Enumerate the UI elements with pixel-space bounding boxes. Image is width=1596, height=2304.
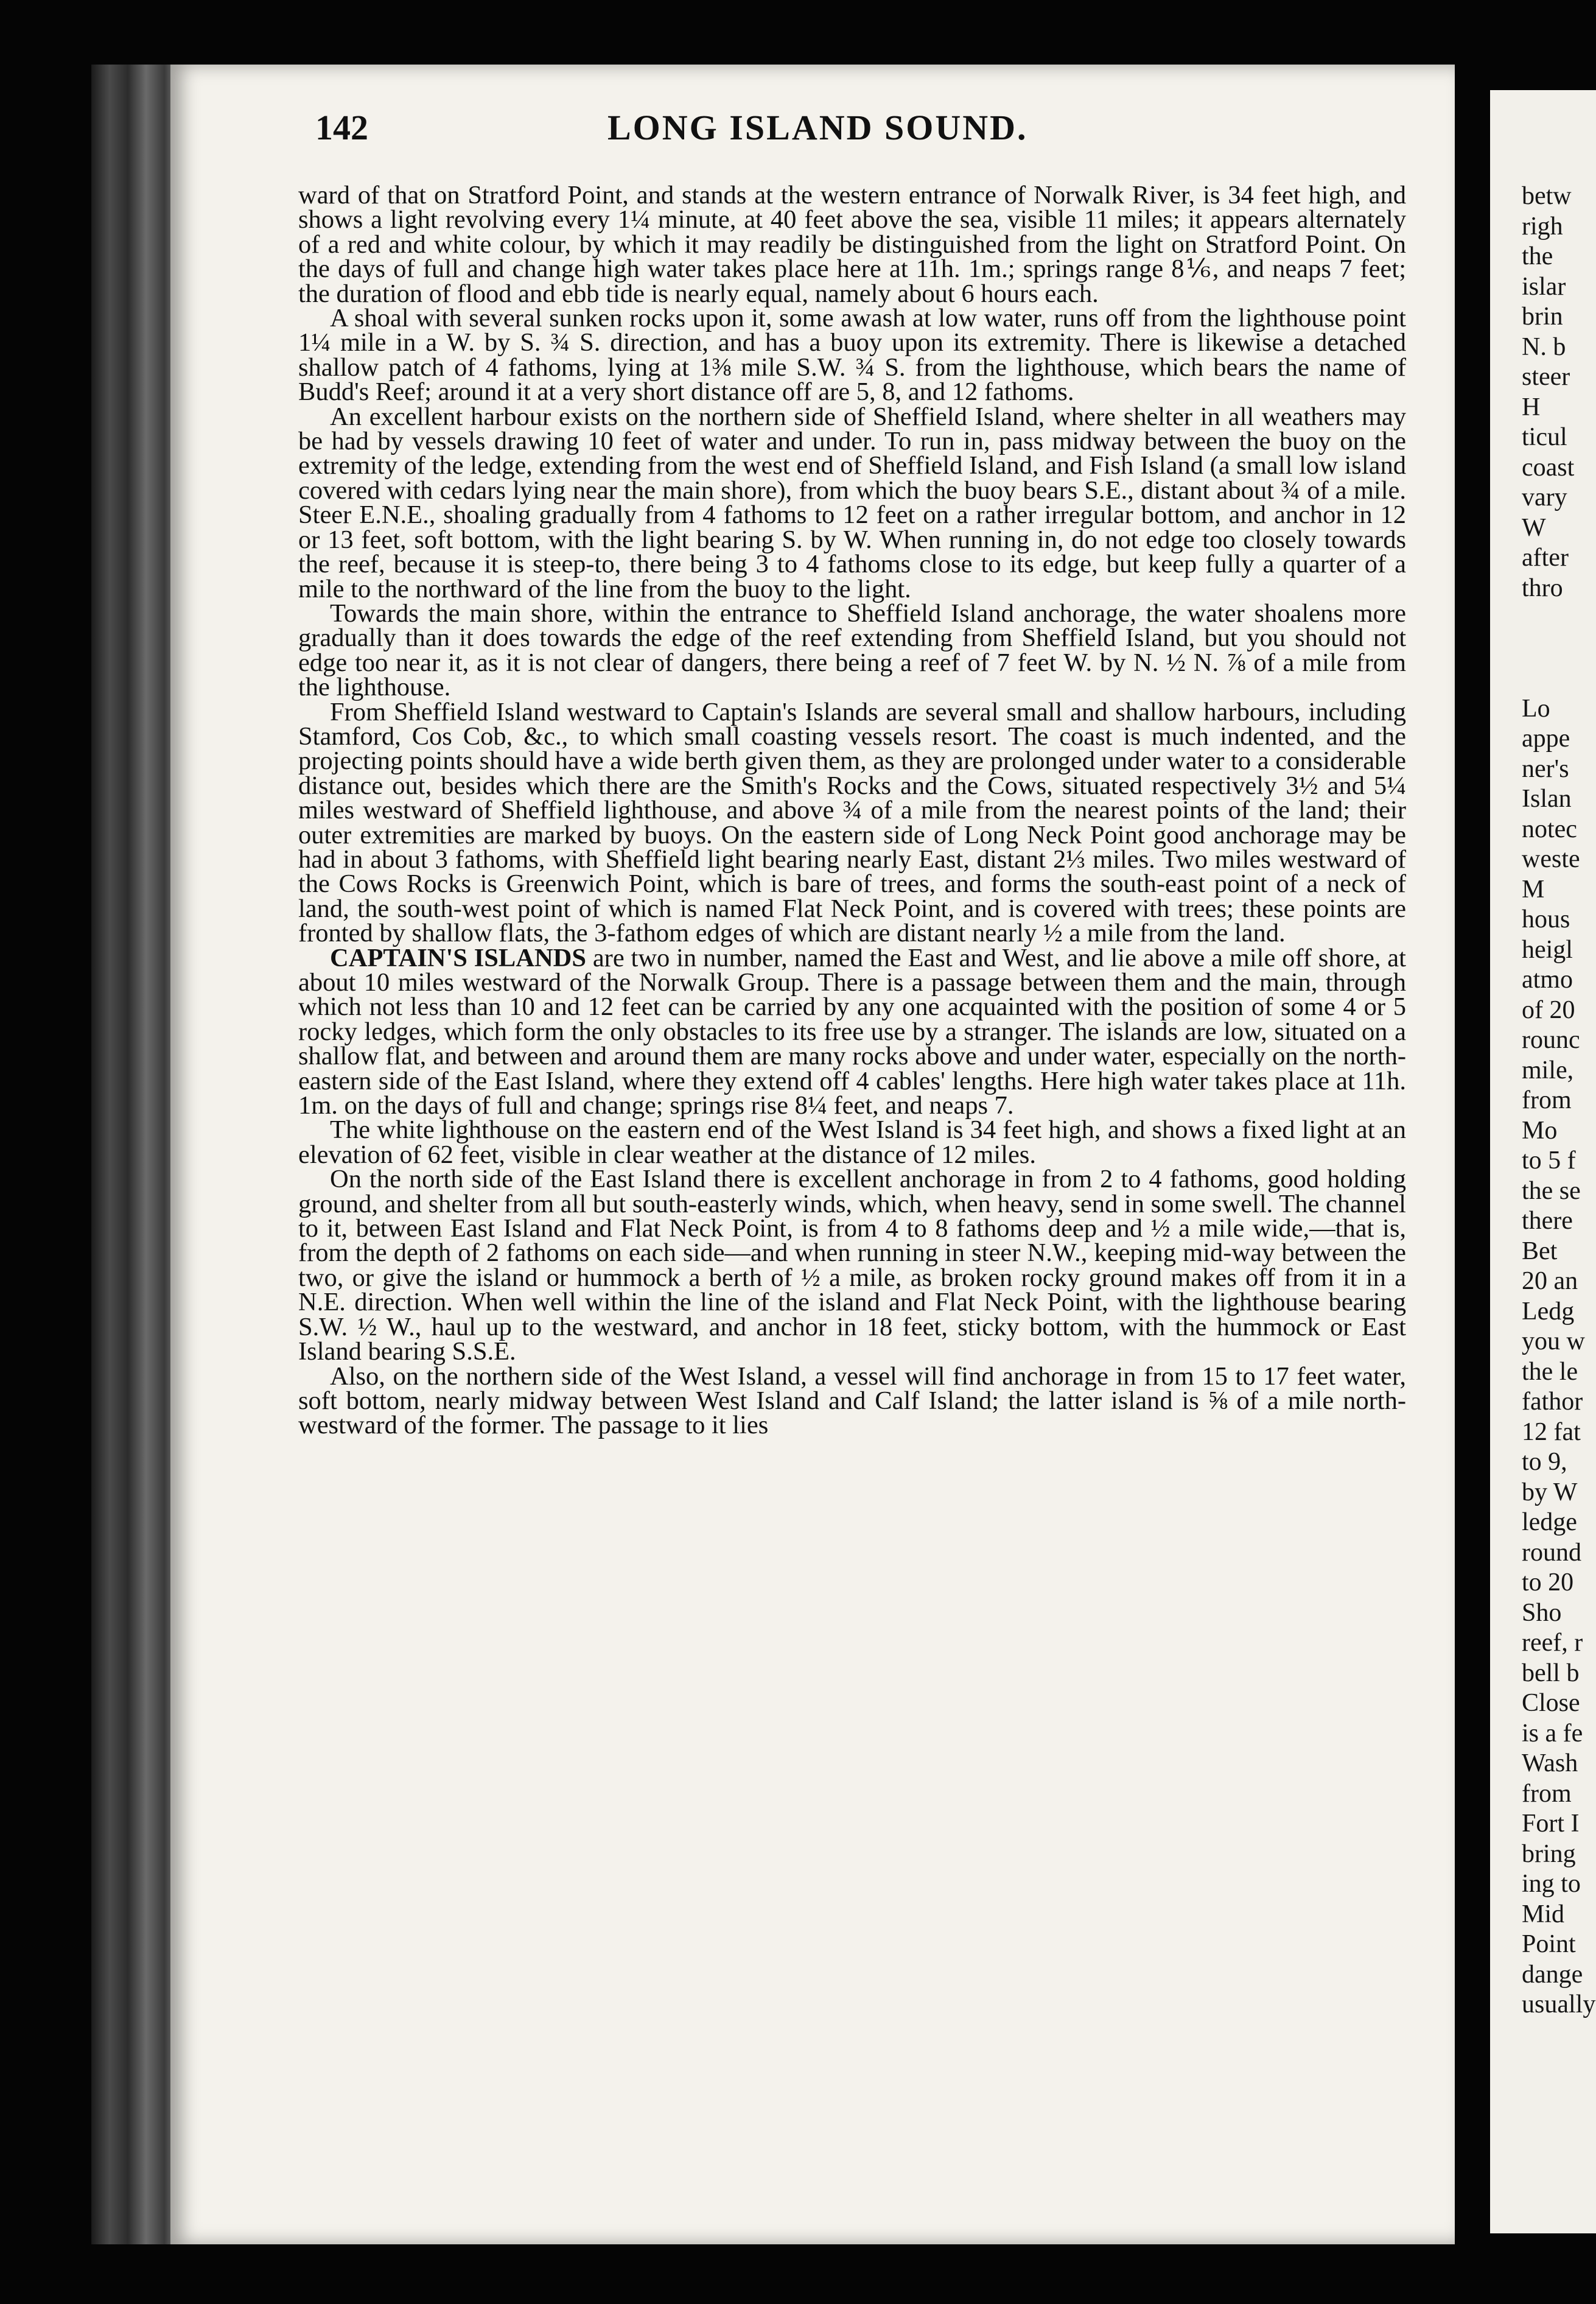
adjacent-page-line: Mid	[1522, 1900, 1565, 1928]
adjacent-page-line: the	[1522, 242, 1553, 270]
adjacent-page-line: to 5 f	[1522, 1147, 1576, 1175]
adjacent-page-line: of 20	[1522, 996, 1575, 1024]
paragraph-captains-islands	[298, 943, 1406, 1120]
page-header	[315, 107, 1387, 174]
adjacent-page-line: from	[1522, 1779, 1572, 1808]
adjacent-page-line: Fort I	[1522, 1810, 1580, 1838]
book-binding-edge	[91, 65, 183, 2244]
adjacent-page-line: 20 an	[1522, 1267, 1578, 1295]
body-text	[298, 183, 1406, 1438]
adjacent-page-line: hous	[1522, 905, 1570, 933]
adjacent-page-line: ledge	[1522, 1508, 1577, 1536]
adjacent-page-line: N. b	[1522, 332, 1566, 361]
adjacent-page-line: atmo	[1522, 966, 1573, 994]
paragraph-anchorage: On the north side of the East Island there is excellent anchorage in from 2 to 4 fathoms, good holding ground, and shelter from all but south-easterly winds, which, when heavy, send in some swell. The channel to it, between East Island and Flat Neck Point, is from 4 to 8 fathoms deep and ½ a mile wide,—that is, from the depth of 2 fathoms on each side—and when running in steer N.W., keeping mid-way between the two, or give the island or hummock a berth of ½ a mile, as broken rocky ground makes off from it in a N.E. direction. When well within the line of the island and Flat Neck Point, with the lighthouse bearing S.W. ½ W., haul up to the westward, and anchor in 18 feet, sticky bottom, with the hummock or East Island bearing S.S.E.	[298, 1165, 1406, 1366]
adjacent-page-line: Islan	[1522, 785, 1572, 813]
adjacent-page-line: you w	[1522, 1327, 1585, 1355]
adjacent-page-line: 12 fat	[1522, 1417, 1581, 1446]
adjacent-page-fragment	[1490, 90, 1596, 2233]
adjacent-page-line: there	[1522, 1207, 1573, 1235]
adjacent-page-line: coast	[1522, 453, 1575, 482]
book-page	[170, 65, 1455, 2244]
adjacent-page-line: ing to	[1522, 1870, 1581, 1898]
running-title: LONG ISLAND SOUND.	[607, 108, 1028, 147]
paragraph-continuation: ward of that on Stratford Point, and stands at the western entrance of Norwalk River, is 34 feet high, and shows a light revolving every 1¼ minute, at 40 feet above the sea, visible 11 miles; it appears alternately of a red and white colour, by which it may readily be distinguished from the light on Stratford Point. On the days of full and change high water takes place here at 11h. 1m.; springs range 8⅙, and neaps 7 feet; the duration of flood and ebb tide is nearly equal, namely about 6 hours each.	[298, 181, 1406, 308]
adjacent-page-text	[1490, 90, 1596, 2020]
adjacent-page-line: rounc	[1522, 1026, 1580, 1054]
adjacent-page-line: dange	[1522, 1960, 1583, 1989]
adjacent-page-line: Bet	[1522, 1237, 1558, 1265]
adjacent-page-line: the le	[1522, 1357, 1578, 1386]
adjacent-page-line: mile,	[1522, 1056, 1574, 1084]
adjacent-page-line: Close	[1522, 1689, 1580, 1717]
section-heading-captains-islands: CAPTAIN'S ISLANDS	[330, 943, 586, 972]
adjacent-page-line: the se	[1522, 1176, 1581, 1205]
paragraph-west-island: Also, on the northern side of the West Island, a vessel will find anchorage in from 15 to 17 feet water, soft bottom, nearly midway between West Island and Calf Island; the latter island is ⅝ of a mile north-westward of the former. The passage to it lies	[298, 1361, 1406, 1440]
adjacent-page-line: M	[1522, 875, 1545, 904]
adjacent-page-line: is a fe	[1522, 1719, 1583, 1747]
adjacent-page-line: betw	[1522, 182, 1572, 210]
adjacent-page-line: Point	[1522, 1930, 1576, 1958]
paragraph-westward: From Sheffield Island westward to Captain's Islands are several small and shallow harbours, including Stamford, Cos Cob, &c., to which small coasting vessels resort. The coast is much indented, and the projecting points should have a wide berth given them, as they are prolonged under water to a considerable distance out, besides which there are the Smith's Rocks and the Cows, situated respectively 3½ and 5¼ miles westward of Sheffield lighthouse, and above ¾ of a mile from the nearest points of the land; their outer extremities are marked by buoys. On the eastern side of Long Neck Point good anchorage may be had in about 3 fathoms, with Sheffield light bearing nearly East, distant 2⅓ miles. Two miles westward of the Cows Rocks is Greenwich Point, which is bare of trees, and forms the south-east point of a neck of land, the south-west point of which is named Flat Neck Point, and is covered with trees; these points are fronted by shallow flats, the 3-fathom edges of which are distant nearly ½ a mile from the land.	[298, 697, 1406, 948]
adjacent-page-line: reef, r	[1522, 1629, 1583, 1657]
paragraph-shoal: A shoal with several sunken rocks upon it, some awash at low water, runs off from the lighthouse point 1¼ mile in a W. by S. ¾ S. direction, and has a buoy upon its extremity. There is likewise a detached shallow patch of 4 fathoms, lying at 1⅜ mile S.W. ¾ S. from the lighthouse, which bears the name of Budd's Reef; around it at a very short distance off are 5, 8, and 12 fathoms.	[298, 304, 1406, 407]
adjacent-page-line	[1522, 603, 1596, 634]
adjacent-page-line: righ	[1522, 212, 1563, 241]
adjacent-page-line: to 9,	[1522, 1448, 1567, 1476]
adjacent-page-line	[1522, 634, 1596, 664]
adjacent-page-line: fathor	[1522, 1388, 1583, 1416]
adjacent-page-line: Mo	[1522, 1116, 1558, 1145]
adjacent-page-line: Ledg	[1522, 1297, 1575, 1326]
adjacent-page-line: brin	[1522, 303, 1563, 331]
adjacent-page-line: ner's	[1522, 754, 1569, 783]
adjacent-page-line: after	[1522, 544, 1569, 572]
adjacent-page-line: Lo	[1522, 694, 1550, 723]
adjacent-page-line: by W	[1522, 1478, 1578, 1506]
adjacent-page-line: from	[1522, 1086, 1572, 1114]
adjacent-page-line: ticul	[1522, 423, 1567, 451]
adjacent-page-line: bell b	[1522, 1659, 1580, 1687]
paragraph-captains-islands-text: are two in number, named the East and West, and lie above a mile off shore, at about 10 miles westward of the Norwalk Group. There is a passage between them and the main, through which not less than 10 and 12 feet can be carried by any one acquainted with the position of some 4 or 5 rocky ledges, which form the only obstacles to its free use by a stranger. The islands are low, situated on a shallow flat, and between and around them are many rocks above and under water, especially on the north-eastern side of the East Island, where they extend off 4 cables' lengths. Here high water takes place at 11h. 1m. on the days of full and change; springs rise 8¼ feet, and neaps 7.	[298, 943, 1406, 1120]
adjacent-page-line: round	[1522, 1538, 1581, 1567]
adjacent-page-line: steer	[1522, 363, 1570, 391]
adjacent-page-line: heigl	[1522, 935, 1573, 964]
adjacent-page-line: thro	[1522, 574, 1563, 602]
page-number: 142	[315, 108, 368, 147]
adjacent-page-line: Sho	[1522, 1598, 1562, 1627]
paragraph-lighthouse: The white lighthouse on the eastern end of the West Island is 34 feet high, and shows a fixed light at an elevation of 62 feet, visible in clear weather at the distance of 12 miles.	[298, 1115, 1406, 1169]
adjacent-page-line: appe	[1522, 725, 1570, 753]
adjacent-page-line: W	[1522, 513, 1546, 542]
adjacent-page-line: usually	[1522, 1990, 1596, 2018]
adjacent-page-line: notec	[1522, 815, 1577, 843]
paragraph-main-shore: Towards the main shore, within the entrance to Sheffield Island anchorage, the water shoalens more gradually than it does towards the edge of the reef extending from Sheffield Island, but you should not edge too near it, as it is not clear of dangers, there being a reef of 7 feet W. by N. ½ N. ⅞ of a mile from the lighthouse.	[298, 599, 1406, 702]
adjacent-page-line: bring	[1522, 1839, 1576, 1868]
adjacent-page-line: islar	[1522, 272, 1566, 301]
adjacent-page-line: Wash	[1522, 1749, 1578, 1777]
adjacent-page-line: vary	[1522, 483, 1567, 511]
adjacent-page-line	[1522, 664, 1596, 694]
adjacent-page-line: weste	[1522, 845, 1580, 873]
adjacent-page-line: H	[1522, 393, 1541, 421]
paragraph-harbour: An excellent harbour exists on the northern side of Sheffield Island, where shelter in all weathers may be had by vessels drawing 10 feet of water and under. To run in, pass midway between the buoy on the extremity of the ledge, extending from the west end of Sheffield Island, and Fish Island (a small low island covered with cedars lying near the main shore), from which the buoy bears S.E., distant about ¾ of a mile. Steer E.N.E., shoaling gradually from 4 fathoms to 12 feet on a rather irregular bottom, and anchor in 12 or 13 feet, soft bottom, with the light bearing S. by W. When running in, do not edge too closely towards the reef, because it is steep-to, there being 3 to 4 fathoms close to its edge, but keep fully a quarter of a mile to the northward of the line from the buoy to the light.	[298, 402, 1406, 603]
adjacent-page-line: to 20	[1522, 1568, 1574, 1596]
